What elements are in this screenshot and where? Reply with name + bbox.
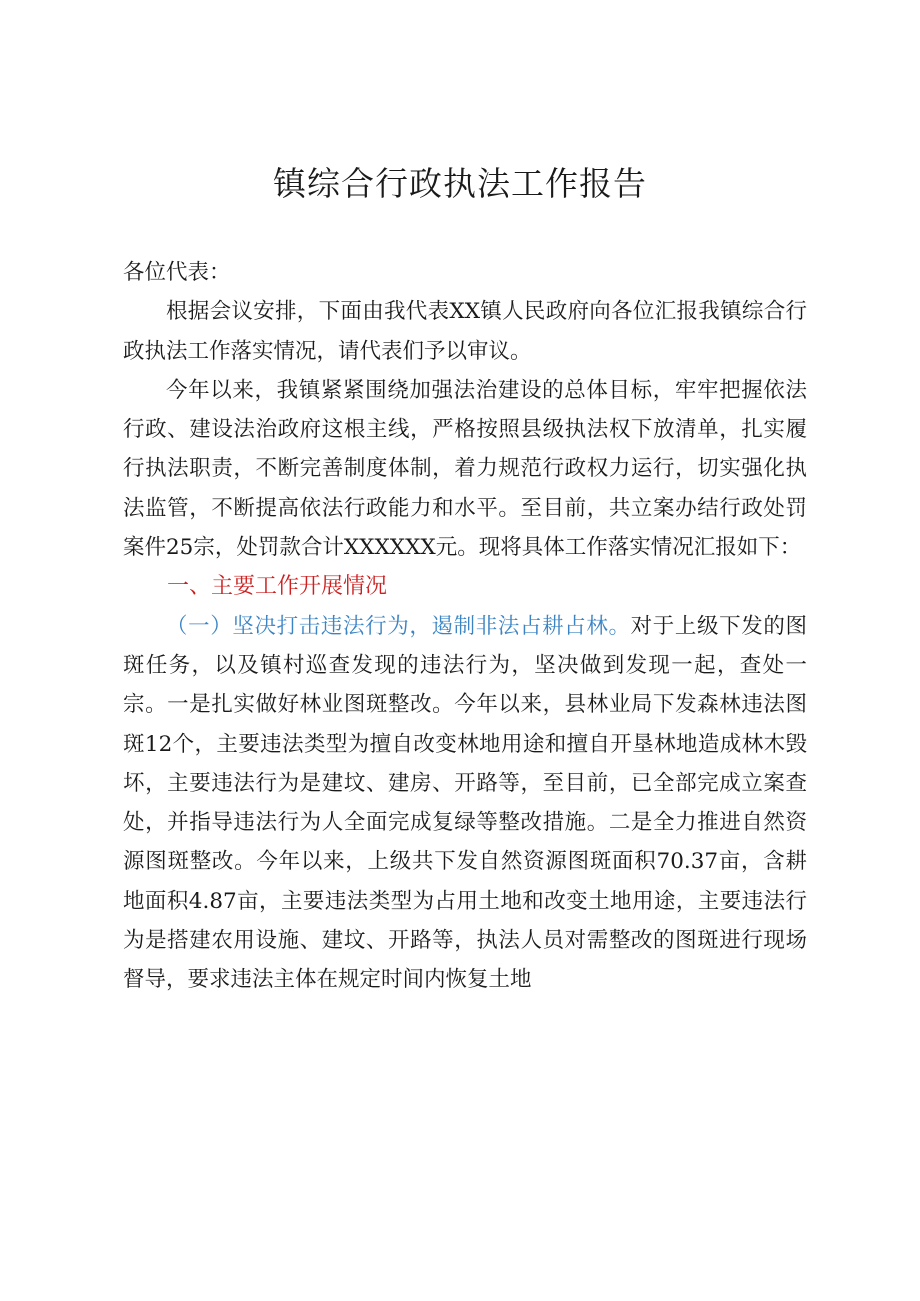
document-body	[123, 253, 807, 1000]
paragraph-overview: 今年以来，我镇紧紧围绕加强法治建设的总体目标，牢牢把握依法行政、建设法治政府这根主线，严格按照县级执法权下放清单，扎实履行执法职责，不断完善制度体制，着力规范行政权力运行，切实强化执法监管，不断提高依法行政能力和水平。至目前，共立案办结行政处罚案件25宗，处罚款合计XXXXXX元。现将具体工作落实情况汇报如下：	[123, 377, 807, 561]
section-heading-main-work: 一、主要工作开展情况	[167, 574, 388, 600]
salutation: 各位代表：	[123, 260, 231, 285]
subsection-heading-crackdown: （一）坚决打击违法行为，遏制非法占耕占林。	[166, 613, 631, 639]
paragraph-subsection-1	[123, 607, 807, 1000]
document-title: 镇综合行政执法工作报告	[273, 164, 647, 203]
subsection-1-text: 对于上级下发的图斑任务，以及镇村巡查发现的违法行为，坚决做到发现一起，查处一宗。一是扎实做好林业图斑整改。今年以来，县林业局下发森林违法图斑12个，主要违法类型为擅自改变林地用途和擅自开垦林地造成林木毁坏，主要违法行为是建坟、建房、开路等，至目前，已全部完成立案查处，并指导违法行为人全面完成复绿等整改措施。二是全力推进自然资源图斑整改。今年以来，上级共下发自然资源图斑面积70.37亩，含耕地面积4.87亩，主要违法类型为占用土地和改变土地用途，主要违法行为是搭建农用设施、建坟、开路等，执法人员对需整改的图斑进行现场督导，要求违法主体在规定时间内恢复土地	[123, 613, 807, 993]
paragraph-intro: 根据会议安排，下面由我代表XX镇人民政府向各位汇报我镇综合行政执法工作落实情况，请代表们予以审议。	[123, 299, 807, 364]
